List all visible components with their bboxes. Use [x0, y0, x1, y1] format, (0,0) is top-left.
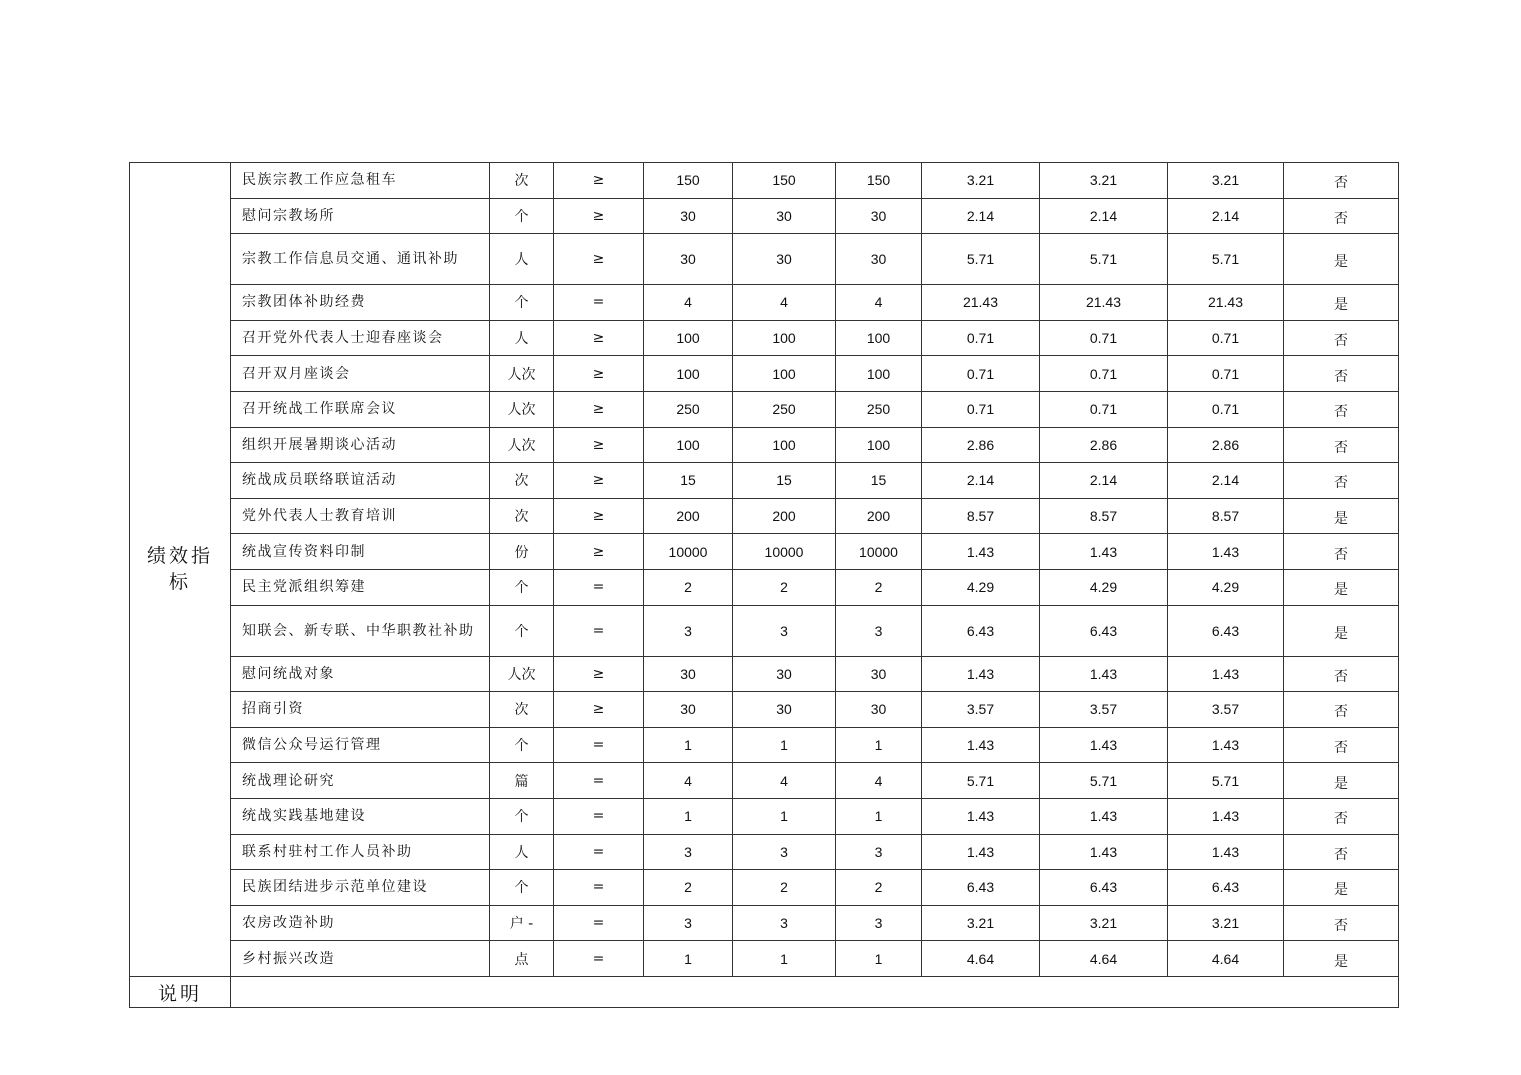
- unit-cell: 份: [490, 534, 554, 570]
- core-indicator-flag-cell: 是: [1284, 569, 1399, 605]
- operator-cell: =: [554, 763, 644, 799]
- category-label-cell: 绩效指标: [130, 163, 231, 977]
- table-row: [130, 605, 1399, 656]
- score-cell: 0.71: [1040, 320, 1168, 356]
- actual-value-cell: 250: [836, 391, 922, 427]
- unit-cell: 个: [490, 198, 554, 234]
- target-value-cell: 100: [644, 427, 733, 463]
- final-score-cell: 4.64: [1168, 941, 1284, 977]
- final-score-cell: 6.43: [1168, 605, 1284, 656]
- weight-cell: 0.71: [922, 356, 1040, 392]
- final-score-cell: 0.71: [1168, 320, 1284, 356]
- target-value-cell: 15: [644, 463, 733, 499]
- score-cell: 3.57: [1040, 692, 1168, 728]
- operator-cell: ≥: [554, 498, 644, 534]
- weight-cell: 3.57: [922, 692, 1040, 728]
- target-value-cell: 100: [644, 320, 733, 356]
- weight-cell: 0.71: [922, 320, 1040, 356]
- score-cell: 1.43: [1040, 656, 1168, 692]
- unit-cell: 个: [490, 285, 554, 321]
- actual-value-cell: 100: [836, 320, 922, 356]
- table-row: [130, 163, 1399, 199]
- table-row: [130, 656, 1399, 692]
- weight-cell: 3.21: [922, 905, 1040, 941]
- score-cell: 6.43: [1040, 605, 1168, 656]
- plan-value-cell: 1: [733, 727, 836, 763]
- weight-cell: 2.14: [922, 198, 1040, 234]
- actual-value-cell: 200: [836, 498, 922, 534]
- indicator-name-cell: 招商引资: [231, 692, 490, 728]
- plan-value-cell: 100: [733, 427, 836, 463]
- indicator-name-cell: 统战成员联络联谊活动: [231, 463, 490, 499]
- core-indicator-flag-cell: 是: [1284, 870, 1399, 906]
- final-score-cell: 6.43: [1168, 870, 1284, 906]
- target-value-cell: 250: [644, 391, 733, 427]
- final-score-cell: 5.71: [1168, 763, 1284, 799]
- weight-cell: 1.43: [922, 534, 1040, 570]
- operator-cell: =: [554, 605, 644, 656]
- unit-cell: 人: [490, 234, 554, 285]
- actual-value-cell: 30: [836, 692, 922, 728]
- table-row: [130, 727, 1399, 763]
- plan-value-cell: 30: [733, 656, 836, 692]
- operator-cell: ≥: [554, 163, 644, 199]
- unit-cell: 点: [490, 941, 554, 977]
- note-label-cell: 说明: [130, 976, 231, 1008]
- indicator-name-cell: 民主党派组织筹建: [231, 569, 490, 605]
- table-row: [130, 834, 1399, 870]
- actual-value-cell: 1: [836, 727, 922, 763]
- core-indicator-flag-cell: 是: [1284, 941, 1399, 977]
- score-cell: 2.86: [1040, 427, 1168, 463]
- final-score-cell: 0.71: [1168, 391, 1284, 427]
- unit-cell: 篇: [490, 763, 554, 799]
- table-row: [130, 569, 1399, 605]
- operator-cell: ≥: [554, 198, 644, 234]
- actual-value-cell: 30: [836, 234, 922, 285]
- core-indicator-flag-cell: 是: [1284, 605, 1399, 656]
- target-value-cell: 200: [644, 498, 733, 534]
- final-score-cell: 1.43: [1168, 534, 1284, 570]
- table-row: [130, 234, 1399, 285]
- weight-cell: 2.14: [922, 463, 1040, 499]
- unit-cell: 人次: [490, 391, 554, 427]
- plan-value-cell: 30: [733, 234, 836, 285]
- core-indicator-flag-cell: 否: [1284, 798, 1399, 834]
- actual-value-cell: 2: [836, 569, 922, 605]
- table-row: [130, 941, 1399, 977]
- operator-cell: =: [554, 870, 644, 906]
- score-cell: 5.71: [1040, 763, 1168, 799]
- final-score-cell: 3.21: [1168, 163, 1284, 199]
- target-value-cell: 30: [644, 198, 733, 234]
- indicator-name-cell: 召开统战工作联席会议: [231, 391, 490, 427]
- indicator-name-cell: 宗教团体补助经费: [231, 285, 490, 321]
- target-value-cell: 1: [644, 798, 733, 834]
- score-cell: 21.43: [1040, 285, 1168, 321]
- target-value-cell: 1: [644, 941, 733, 977]
- actual-value-cell: 3: [836, 605, 922, 656]
- indicator-name-cell: 联系村驻村工作人员补助: [231, 834, 490, 870]
- unit-cell: 个: [490, 727, 554, 763]
- actual-value-cell: 4: [836, 285, 922, 321]
- plan-value-cell: 100: [733, 356, 836, 392]
- weight-cell: 0.71: [922, 391, 1040, 427]
- table-row: [130, 870, 1399, 906]
- core-indicator-flag-cell: 否: [1284, 163, 1399, 199]
- score-cell: 3.21: [1040, 163, 1168, 199]
- unit-cell: 人次: [490, 356, 554, 392]
- weight-cell: 1.43: [922, 656, 1040, 692]
- plan-value-cell: 3: [733, 905, 836, 941]
- target-value-cell: 3: [644, 605, 733, 656]
- plan-value-cell: 1: [733, 798, 836, 834]
- final-score-cell: 8.57: [1168, 498, 1284, 534]
- unit-cell: 户 -: [490, 905, 554, 941]
- actual-value-cell: 10000: [836, 534, 922, 570]
- core-indicator-flag-cell: 否: [1284, 356, 1399, 392]
- target-value-cell: 4: [644, 763, 733, 799]
- score-cell: 2.14: [1040, 463, 1168, 499]
- weight-cell: 2.86: [922, 427, 1040, 463]
- score-cell: 8.57: [1040, 498, 1168, 534]
- final-score-cell: 3.21: [1168, 905, 1284, 941]
- operator-cell: ≥: [554, 534, 644, 570]
- indicator-name-cell: 知联会、新专联、中华职教社补助: [231, 605, 490, 656]
- plan-value-cell: 10000: [733, 534, 836, 570]
- weight-cell: 5.71: [922, 763, 1040, 799]
- operator-cell: =: [554, 798, 644, 834]
- plan-value-cell: 100: [733, 320, 836, 356]
- core-indicator-flag-cell: 是: [1284, 498, 1399, 534]
- target-value-cell: 2: [644, 870, 733, 906]
- unit-cell: 个: [490, 605, 554, 656]
- indicator-name-cell: 统战实践基地建设: [231, 798, 490, 834]
- score-cell: 1.43: [1040, 727, 1168, 763]
- core-indicator-flag-cell: 否: [1284, 692, 1399, 728]
- final-score-cell: 0.71: [1168, 356, 1284, 392]
- unit-cell: 次: [490, 163, 554, 199]
- operator-cell: ≥: [554, 391, 644, 427]
- operator-cell: =: [554, 727, 644, 763]
- final-score-cell: 2.86: [1168, 427, 1284, 463]
- core-indicator-flag-cell: 否: [1284, 905, 1399, 941]
- indicator-name-cell: 宗教工作信息员交通、通讯补助: [231, 234, 490, 285]
- unit-cell: 人次: [490, 656, 554, 692]
- operator-cell: ≥: [554, 656, 644, 692]
- final-score-cell: 5.71: [1168, 234, 1284, 285]
- operator-cell: ≥: [554, 692, 644, 728]
- core-indicator-flag-cell: 否: [1284, 656, 1399, 692]
- core-indicator-flag-cell: 否: [1284, 391, 1399, 427]
- plan-value-cell: 1: [733, 941, 836, 977]
- table-row: [130, 463, 1399, 499]
- unit-cell: 次: [490, 498, 554, 534]
- actual-value-cell: 1: [836, 798, 922, 834]
- operator-cell: ≥: [554, 356, 644, 392]
- target-value-cell: 2: [644, 569, 733, 605]
- indicator-name-cell: 统战理论研究: [231, 763, 490, 799]
- table-row: [130, 905, 1399, 941]
- indicator-name-cell: 党外代表人士教育培训: [231, 498, 490, 534]
- table-row: [130, 498, 1399, 534]
- indicator-name-cell: 民族宗教工作应急租车: [231, 163, 490, 199]
- target-value-cell: 100: [644, 356, 733, 392]
- unit-cell: 人: [490, 834, 554, 870]
- indicator-name-cell: 召开双月座谈会: [231, 356, 490, 392]
- weight-cell: 8.57: [922, 498, 1040, 534]
- core-indicator-flag-cell: 否: [1284, 463, 1399, 499]
- unit-cell: 个: [490, 569, 554, 605]
- target-value-cell: 10000: [644, 534, 733, 570]
- indicator-name-cell: 统战宣传资料印制: [231, 534, 490, 570]
- table-row: [130, 356, 1399, 392]
- target-value-cell: 30: [644, 692, 733, 728]
- target-value-cell: 3: [644, 905, 733, 941]
- target-value-cell: 3: [644, 834, 733, 870]
- operator-cell: =: [554, 569, 644, 605]
- plan-value-cell: 3: [733, 834, 836, 870]
- table-row: [130, 391, 1399, 427]
- plan-value-cell: 250: [733, 391, 836, 427]
- score-cell: 1.43: [1040, 534, 1168, 570]
- score-cell: 6.43: [1040, 870, 1168, 906]
- target-value-cell: 30: [644, 234, 733, 285]
- operator-cell: =: [554, 834, 644, 870]
- core-indicator-flag-cell: 是: [1284, 763, 1399, 799]
- table-row: [130, 427, 1399, 463]
- actual-value-cell: 100: [836, 427, 922, 463]
- plan-value-cell: 30: [733, 692, 836, 728]
- final-score-cell: 2.14: [1168, 463, 1284, 499]
- score-cell: 3.21: [1040, 905, 1168, 941]
- score-cell: 4.29: [1040, 569, 1168, 605]
- table-row: [130, 763, 1399, 799]
- actual-value-cell: 15: [836, 463, 922, 499]
- actual-value-cell: 1: [836, 941, 922, 977]
- note-content-cell: [231, 976, 1399, 1008]
- score-cell: 4.64: [1040, 941, 1168, 977]
- performance-indicator-table: [129, 162, 1399, 1008]
- final-score-cell: 21.43: [1168, 285, 1284, 321]
- operator-cell: ≥: [554, 463, 644, 499]
- plan-value-cell: 2: [733, 870, 836, 906]
- operator-cell: ≥: [554, 320, 644, 356]
- table-body: [130, 163, 1399, 1008]
- plan-value-cell: 200: [733, 498, 836, 534]
- target-value-cell: 4: [644, 285, 733, 321]
- table-row: [130, 692, 1399, 728]
- indicator-name-cell: 乡村振兴改造: [231, 941, 490, 977]
- target-value-cell: 1: [644, 727, 733, 763]
- indicator-name-cell: 微信公众号运行管理: [231, 727, 490, 763]
- plan-value-cell: 30: [733, 198, 836, 234]
- core-indicator-flag-cell: 否: [1284, 727, 1399, 763]
- unit-cell: 人: [490, 320, 554, 356]
- plan-value-cell: 15: [733, 463, 836, 499]
- operator-cell: ≥: [554, 234, 644, 285]
- core-indicator-flag-cell: 否: [1284, 320, 1399, 356]
- core-indicator-flag-cell: 是: [1284, 285, 1399, 321]
- core-indicator-flag-cell: 否: [1284, 198, 1399, 234]
- operator-cell: =: [554, 285, 644, 321]
- weight-cell: 3.21: [922, 163, 1040, 199]
- target-value-cell: 150: [644, 163, 733, 199]
- indicator-name-cell: 农房改造补助: [231, 905, 490, 941]
- final-score-cell: 4.29: [1168, 569, 1284, 605]
- weight-cell: 1.43: [922, 727, 1040, 763]
- unit-cell: 个: [490, 870, 554, 906]
- actual-value-cell: 150: [836, 163, 922, 199]
- weight-cell: 1.43: [922, 834, 1040, 870]
- table-row: [130, 798, 1399, 834]
- actual-value-cell: 2: [836, 870, 922, 906]
- plan-value-cell: 3: [733, 605, 836, 656]
- table-row: [130, 534, 1399, 570]
- weight-cell: 4.64: [922, 941, 1040, 977]
- indicator-name-cell: 召开党外代表人士迎春座谈会: [231, 320, 490, 356]
- actual-value-cell: 30: [836, 656, 922, 692]
- final-score-cell: 1.43: [1168, 834, 1284, 870]
- note-row: [130, 976, 1399, 1008]
- final-score-cell: 1.43: [1168, 656, 1284, 692]
- weight-cell: 1.43: [922, 798, 1040, 834]
- score-cell: 5.71: [1040, 234, 1168, 285]
- weight-cell: 5.71: [922, 234, 1040, 285]
- score-cell: 0.71: [1040, 356, 1168, 392]
- indicator-name-cell: 慰问统战对象: [231, 656, 490, 692]
- score-cell: 1.43: [1040, 834, 1168, 870]
- score-cell: 2.14: [1040, 198, 1168, 234]
- score-cell: 1.43: [1040, 798, 1168, 834]
- core-indicator-flag-cell: 是: [1284, 234, 1399, 285]
- indicator-name-cell: 慰问宗教场所: [231, 198, 490, 234]
- unit-cell: 次: [490, 692, 554, 728]
- final-score-cell: 2.14: [1168, 198, 1284, 234]
- weight-cell: 4.29: [922, 569, 1040, 605]
- plan-value-cell: 150: [733, 163, 836, 199]
- final-score-cell: 1.43: [1168, 798, 1284, 834]
- unit-cell: 人次: [490, 427, 554, 463]
- unit-cell: 次: [490, 463, 554, 499]
- operator-cell: ≥: [554, 427, 644, 463]
- actual-value-cell: 4: [836, 763, 922, 799]
- unit-cell: 个: [490, 798, 554, 834]
- weight-cell: 21.43: [922, 285, 1040, 321]
- actual-value-cell: 100: [836, 356, 922, 392]
- weight-cell: 6.43: [922, 870, 1040, 906]
- plan-value-cell: 2: [733, 569, 836, 605]
- actual-value-cell: 30: [836, 198, 922, 234]
- weight-cell: 6.43: [922, 605, 1040, 656]
- plan-value-cell: 4: [733, 285, 836, 321]
- target-value-cell: 30: [644, 656, 733, 692]
- core-indicator-flag-cell: 否: [1284, 427, 1399, 463]
- final-score-cell: 3.57: [1168, 692, 1284, 728]
- indicator-name-cell: 组织开展暑期谈心活动: [231, 427, 490, 463]
- indicator-name-cell: 民族团结进步示范单位建设: [231, 870, 490, 906]
- table-row: [130, 285, 1399, 321]
- operator-cell: =: [554, 941, 644, 977]
- core-indicator-flag-cell: 否: [1284, 834, 1399, 870]
- score-cell: 0.71: [1040, 391, 1168, 427]
- final-score-cell: 1.43: [1168, 727, 1284, 763]
- plan-value-cell: 4: [733, 763, 836, 799]
- actual-value-cell: 3: [836, 834, 922, 870]
- core-indicator-flag-cell: 否: [1284, 534, 1399, 570]
- actual-value-cell: 3: [836, 905, 922, 941]
- table-row: [130, 198, 1399, 234]
- table-row: [130, 320, 1399, 356]
- operator-cell: =: [554, 905, 644, 941]
